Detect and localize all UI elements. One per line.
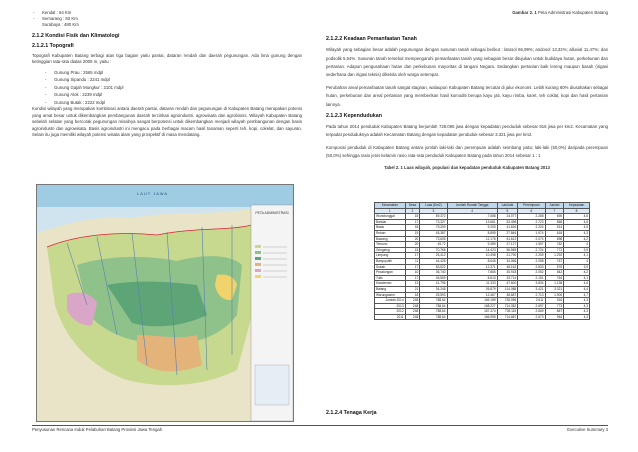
table-cell: 15 (405, 247, 420, 253)
table-cell: 45,387 (420, 230, 447, 236)
table-index-cell: 7 (545, 208, 564, 214)
table-cell: Warungasem (375, 292, 406, 298)
distance-semarang: - Semarang : 93 Km (42, 16, 302, 22)
table-cell: 248 (405, 303, 420, 309)
table-cell: 762 (545, 242, 564, 248)
table-cell: 1.974 (518, 230, 545, 236)
figure-caption-text: Peta Administrasi Kabupaten Batang (538, 10, 608, 15)
table-cell: 788,64 (420, 309, 447, 315)
table-cell: 20 (405, 242, 420, 248)
population-paragraph-2: Komposisi penduduk di Kabupaten Batang antara jumlah laki-laki dan perempuan adalah seimbang yaitu; laki-laki (50,0%) daripada perempuan (50,0%) sehingga rasio jenis kelamin rasio rata-rata penduduk Kabupaten Batang pada tahun 2014 sebesar 1 : 1 (326, 144, 608, 159)
table-cell: 73,327 (420, 219, 447, 225)
table-cell: 17 (405, 253, 420, 259)
table-header-cell: Jumlah Rumah Tangga (447, 203, 497, 209)
mountain-item: - Gunung Butak : 2222 mdpl (54, 99, 302, 106)
table-cell: Tulis (375, 275, 406, 281)
subsection-heading-land-use: 2.1.2.2 Keadaan Pemanfaatan Tanah (326, 36, 417, 43)
table-cell: 248 (405, 298, 420, 304)
population-paragraph-1: Pada tahun 2014 penduduk Kabupaten Batang berjumlah 728.095 jiwa dengan kepadatan penduduk sebesar 916 jiwa per km2. Kecamatan yang terpadat penduduknya adalah Kecamatan Batang dengan kepadatan penduduk sebesar 3.321 jiwa per km2. (326, 124, 608, 138)
table-cell: 2013 (375, 303, 406, 309)
table-cell: Gringsing (375, 247, 406, 253)
table-cell: Tersono (375, 242, 406, 248)
table-cell: 3,9 (564, 264, 590, 270)
table-cell: 1.138 (545, 281, 564, 287)
table-cell: 1.957 (518, 242, 545, 248)
table-cell: 41,795 (420, 281, 447, 287)
table-cell: 114.088 (497, 286, 518, 292)
table-cell: 1.900 (545, 292, 564, 298)
table-cell: 14.423 (447, 247, 497, 253)
land-use-paragraph-1: Wilayah yang sebagian besar adalah pegunungan dengan susunan tanah sebagai berikut : latosol 66,99%; andosol 13,32%; alluvial 11,47%; dan podsolik 5,64%. Susunan tanah tersebut mempengaruhi pemanfaatan tanah yang sebagian besar ditujukan untuk budidaya hutan, perkebunan dan pertanian. Adapun pengusahaan hutan dan perkebunan mayoritas di tangani Negara. Sedangkan pertanian baik lereng maupun basah (irigasi sederhana dan irigasi teknis) dikelola oleh warga setempat. (326, 47, 608, 78)
table-cell: 12.371 (447, 264, 497, 270)
mountain-item: - Gunung Sipandu : 2241 mdpl (54, 76, 302, 83)
table-cell: 59,372 (420, 214, 447, 220)
table-cell: 15 (405, 214, 420, 220)
table-cell: 4 (564, 242, 590, 248)
table-cell: 4,6 (564, 281, 590, 287)
table-cell: 714.352 (497, 303, 518, 309)
table-cell: 618 (545, 230, 564, 236)
table-header-cell: Luas (Km2) (420, 203, 447, 209)
table-cell: 7.865 (447, 270, 497, 276)
table-cell: 4,3 (564, 298, 590, 304)
mountain-item: - Gunung Alok : 2239 mdpl (54, 91, 302, 98)
distance-kendal: - Kendal : 64 Km (42, 10, 302, 16)
table-cell: 868 (545, 219, 564, 225)
subsection-heading-workforce: 2.1.2.4 Tenaga Kerja (326, 410, 377, 416)
table-cell: 7.688 (447, 214, 497, 220)
table-cell: 83,522 (420, 264, 447, 270)
table-cell: 690 (545, 214, 564, 220)
table-body (375, 214, 590, 320)
table-cell: 79,309 (420, 225, 447, 231)
table-index-cell: 3 (420, 208, 447, 214)
table-cell: 44,428 (420, 258, 447, 264)
table-cell: 17 (405, 275, 420, 281)
table-cell: 45,509 (420, 275, 447, 281)
table-index-cell: 4 (447, 208, 497, 214)
table-cell: 2012 (375, 309, 406, 315)
table-cell: 3.421 (518, 286, 545, 292)
table-cell: 867 (545, 309, 564, 315)
administrative-map (36, 184, 294, 422)
table-cell: Bandar (375, 219, 406, 225)
table-cell: 2.268 (518, 214, 545, 220)
section-heading-physical: 2.1.2 Kondisi Fisik dan Klimatologi (32, 32, 120, 39)
table-header-cell: Kecamatan (375, 203, 406, 209)
table-cell: 2.611 (518, 298, 545, 304)
table-index-cell: 5 (497, 208, 518, 214)
table-total-row (375, 314, 590, 320)
table-cell: 24.077 (497, 214, 518, 220)
table-cell: 788,64 (420, 314, 447, 320)
table-cell: 916 (545, 298, 564, 304)
table-header-cell: Laki-laki (497, 203, 518, 209)
table-cell: 63.498 (497, 219, 518, 225)
table-cell: 773 (545, 303, 564, 309)
table-cell: 714.687 (497, 314, 518, 320)
table-cell: 12.176 (447, 236, 497, 242)
table-cell: 4,2 (564, 270, 590, 276)
table-cell: 25,593 (420, 292, 447, 298)
table-cell: 49,72 (420, 242, 447, 248)
left-column (32, 10, 302, 139)
table-cell: 2.259 (518, 253, 545, 259)
table-cell: 73,605 (420, 236, 447, 242)
table-index-cell: 2 (405, 208, 420, 214)
table-cell: 9.389 (447, 242, 497, 248)
table-cell: 2.052 (518, 270, 545, 276)
table-cell: 11 (405, 258, 420, 264)
table-cell: 4,3 (564, 309, 590, 315)
table-cell: 2.724 (518, 247, 545, 253)
table-cell: 2.074 (518, 236, 545, 242)
table-cell: 26.879 (447, 286, 497, 292)
table-cell: 4,3 (564, 230, 590, 236)
table-cell: 964 (545, 314, 564, 320)
distance-surabaya: Surabaya : 480 Km (42, 22, 79, 28)
table-cell: 1.292 (545, 253, 564, 259)
map-panel-title: PETA ADMINISTRASI (255, 211, 289, 215)
table-cell: 2.723 (518, 219, 545, 225)
table-cell: 2.058 (518, 258, 545, 264)
footer-rule (32, 425, 608, 426)
table-cell: 4,5 (564, 225, 590, 231)
table-cell: 2.151 (518, 275, 545, 281)
table-cell: 21 (405, 286, 420, 292)
mountain-list (32, 69, 302, 106)
table-header-cell: Perempuan (518, 203, 545, 209)
table-cell: 30.918 (497, 270, 518, 276)
footer-left: Penyusunan Rencana Induk Pelabuhan Batang Provinsi Jawa Tengah (32, 427, 163, 432)
table-cell: Banyuputih (375, 258, 406, 264)
table-index-cell: 6 (518, 208, 545, 214)
table-header-cell: Desa (405, 203, 420, 209)
table-cell: 13 (405, 281, 420, 287)
table-cell: 2.673 (518, 314, 545, 320)
table-cell: 3.834 (518, 281, 545, 287)
table-cell: 4,2 (564, 236, 590, 242)
table-cell: 788,64 (420, 298, 447, 304)
table-cell: 56.565 (497, 247, 518, 253)
table-cell: Batang (375, 286, 406, 292)
table-cell: 4,3 (564, 314, 590, 320)
table-cell: 4,4 (564, 286, 590, 292)
distance-list (32, 10, 302, 22)
mountain-item: - Gunung Gajah Mungkur : 2101 mdpl (54, 84, 302, 91)
table-cell: 4,1 (564, 253, 590, 259)
table-cell: 18 (405, 292, 420, 298)
table-cell: 11.333 (447, 281, 497, 287)
table-cell: 8.646 (447, 258, 497, 264)
map-illustration (37, 185, 293, 421)
table-cell: 705.115 (497, 309, 518, 315)
table-cell: 728.095 (497, 298, 518, 304)
table-cell: Subah (375, 264, 406, 270)
right-column (326, 10, 608, 171)
table-cell: 2011 (375, 314, 406, 320)
table-caption: Tabel 2. 1 Luas wilayah, populasi dan kepadatan penduduk Kabupaten Batang 2013 (384, 164, 550, 170)
land-use-paragraph-2: Perubahan areal pemanfaatan tanah sangat stagnan, walaupun Kabupaten Batang tercatat di jalur ekonomi. Lebih kurang 60% diusahakan sebagai hutan, perkebunan dan areal pertanian yang memberikan hasil komoditi berupa kayu jati, kayu rimba, karet, teh coklat, kopi dan hasil pertanian lainnya. (326, 84, 608, 107)
table-cell: 48.162 (497, 264, 518, 270)
table-cell: Bawang (375, 236, 406, 242)
table-index-cell: 1 (375, 208, 406, 214)
table-cell: 27.127 (497, 242, 518, 248)
table-header-cell: Kepadatan (564, 203, 590, 209)
table-cell: 2.713 (518, 292, 545, 298)
footer-right: Executive Summary 3 (567, 427, 608, 432)
table-cell: 514 (545, 225, 564, 231)
table-cell: 576 (545, 264, 564, 270)
table-cell: Wonotunggal (375, 214, 406, 220)
table-cell: 19 (405, 230, 420, 236)
table-cell: 4,6 (564, 219, 590, 225)
table-cell: 698 (545, 236, 564, 242)
table-cell: 3,9 (564, 247, 590, 253)
table-cell: 8.895 (447, 230, 497, 236)
table-cell: 4,3 (564, 303, 590, 309)
table-cell: 12.467 (447, 292, 497, 298)
table-cell: 21.790 (497, 253, 518, 259)
table-cell: 169.189 (447, 298, 497, 304)
table-cell: 788,64 (420, 303, 447, 309)
table-cell: 168.227 (447, 303, 497, 309)
table-cell: 20 (405, 236, 420, 242)
map-sea-label: LAUT JAWA (137, 191, 169, 196)
table-cell: 842 (545, 270, 564, 276)
table-cell: Pecalungan (375, 270, 406, 276)
table-cell: 248 (405, 309, 420, 315)
figure-caption-number: Gambar 2. 1 (512, 10, 537, 15)
table-cell: 8.610 (447, 275, 497, 281)
table-cell: 36,740 (420, 270, 447, 276)
table-cell: 167.474 (447, 309, 497, 315)
table-cell: 18 (405, 225, 420, 231)
table-cell: 3.321 (545, 286, 564, 292)
population-table (374, 202, 590, 320)
table-cell: 10 (405, 270, 420, 276)
table-cell: 9.293 (447, 225, 497, 231)
subsection-heading-population: 2.1.2.3 Kependudukan (326, 113, 382, 120)
table-cell: 767 (545, 258, 564, 264)
mountain-item: - Gunung Prau : 2565 mdpl (54, 69, 302, 76)
table-cell: 2.669 (518, 309, 545, 315)
table-cell: 17 (405, 219, 420, 225)
table-cell: 2.833 (518, 264, 545, 270)
table-header-cell: Jumlah (545, 203, 564, 209)
table-cell: 4,6 (564, 214, 590, 220)
table-cell: 4 (564, 258, 590, 264)
table-cell: 17 (405, 264, 420, 270)
table-cell: 2.224 (518, 225, 545, 231)
table-index-cell: 8 (564, 208, 590, 214)
table-cell: 166.995 (447, 314, 497, 320)
table-cell: 70,766 (420, 247, 447, 253)
table-cell: 13.661 (447, 219, 497, 225)
table-cell: Kandeman (375, 281, 406, 287)
table-cell: 4,7 (564, 292, 590, 298)
table-cell: 41.626 (497, 225, 518, 231)
table-cell: Blado (375, 225, 406, 231)
topography-paragraph-2: Kondisi wilayah yang merupakan kombinasi antara daerah pantai, dataran rendah dan pegunungan di Kabupaten Batang merupakan potensi yang amat besar untuk dikembangkan pembangunan daerah tercirikan agroindustri, agrowisata dan agrobisnis. Wilayah Kabupaten Batang sebelah selatan yang bercorak pegunungan misalnya sangat berpotensi untuk dikembangkan menjadi wilayah pembangunan dengan basis agroindustri dan agrowisata. Basis agroindustri ini mengacu pada berbagai macam hasil tanaman seperti teh, kopi, cokelat, dan sayuran. Selain itu juga memiliki wilayah potensi wisata alam yang prospektif di masa mendatang. (32, 106, 302, 138)
table-cell: 25,412 (420, 253, 447, 259)
table-cell: Jumlah 2014 (375, 298, 406, 304)
table-cell: 33.714 (497, 275, 518, 281)
topography-paragraph: Topografi Kabupaten Batang terbagi atas tiga bagian yaitu pantai, dataran rendah dan daerah pegunungan. Ada lima gunung dengan ketinggian rata-rata diatas 2000 m, yaitu : (32, 52, 302, 64)
table-cell: Limpung (375, 253, 406, 259)
table-cell: 48.687 (497, 292, 518, 298)
table-cell: 47.600 (497, 281, 518, 287)
table-cell: 10.498 (447, 253, 497, 259)
table-cell: 4,1 (564, 275, 590, 281)
table-cell: 772 (545, 247, 564, 253)
table-cell: 51.612 (497, 236, 518, 242)
table-cell: 34,245 (420, 286, 447, 292)
table-cell: 764 (545, 275, 564, 281)
table-cell: 248 (405, 314, 420, 320)
table-cell: 27.846 (497, 230, 518, 236)
table-cell: 34.066 (497, 258, 518, 264)
subsection-heading-topography: 2.1.2.1 Topografi (32, 42, 74, 49)
table-cell: Reban (375, 230, 406, 236)
table-cell: 2.697 (518, 303, 545, 309)
